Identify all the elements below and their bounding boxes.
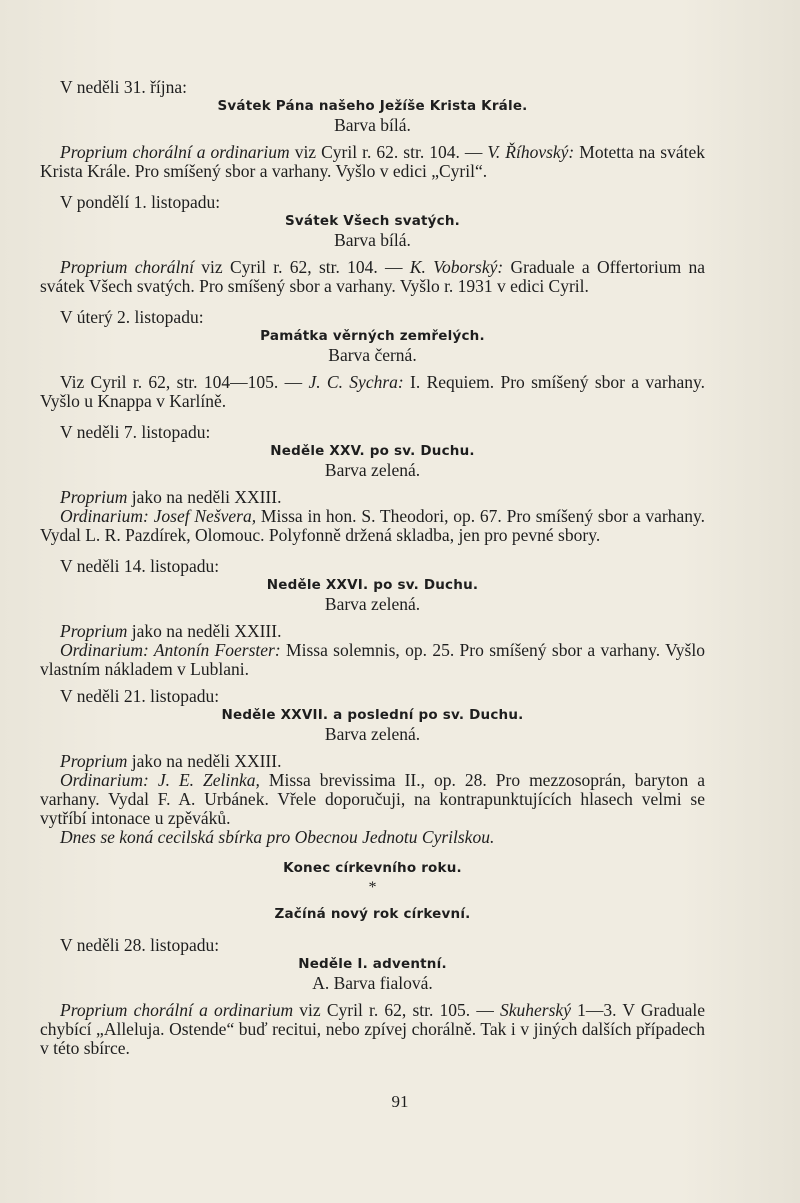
end-of-year-heading: Konec církevního roku. <box>283 860 462 876</box>
feast-title: Neděle XXVI. po sv. Duchu. <box>266 577 479 593</box>
entry-date: V neděli 14. listopadu: <box>60 556 220 576</box>
text-run: Graduale a Offertorium na svátek Všech svatých. Pro smíšený sbor a varhany. Vyšlo r. 1931 v edici Cyril. <box>40 257 706 296</box>
liturgical-color: Barva černá. <box>328 345 417 365</box>
text-run: viz Cyril r. 62, str. 104. — <box>194 257 410 277</box>
text-run: Missa in hon. S. Theodori, op. 67. Pro smíšený sbor a varhany. Vydal L. R. Pazdírek, Olomouc. Polyfonně držená skladba, jen pro pevné sbory. <box>40 506 705 545</box>
text-run: I. Requiem. Pro smíšený sbor a varhany. Vyšlo u Knappa v Karlíně. <box>40 372 705 411</box>
entry-text <box>40 373 705 411</box>
entry-text <box>40 1001 705 1058</box>
entry-text <box>40 258 705 296</box>
italic-term: Proprium chorální a ordinarium <box>60 142 290 162</box>
italic-term: Proprium chorální a ordinarium <box>60 1000 294 1020</box>
italic-term: Proprium <box>60 621 128 641</box>
text-run: viz Cyril r. 62, str. 105. — <box>293 1000 501 1020</box>
entry-date: V neděli 31. října: <box>60 77 188 97</box>
italic-term: Proprium <box>60 487 128 507</box>
entry-date: V neděli 21. listopadu: <box>60 686 220 706</box>
composer-name: J. C. Sychra: <box>308 372 404 392</box>
italic-term: Ordinarium: <box>60 506 149 526</box>
composer-name: Josef Nešvera, <box>148 506 257 526</box>
asterisk-divider: * <box>368 879 377 896</box>
proprium-line <box>40 752 705 771</box>
text-run: 1—3. V Graduale chybící „Alleluja. Ostende“ buď recitui, nebo zpívej chorálně. Tak i v jiných dalších případech v této sbírce. <box>40 1000 706 1058</box>
composer-name: Skuherský <box>500 1000 571 1020</box>
text-run: Missa solemnis, op. 25. Pro smíšený sbor a varhany. Vyšlo vlastním nákladem v Lublani. <box>40 640 705 679</box>
italic-term: Ordinarium: <box>60 640 149 660</box>
liturgical-color: Barva zelená. <box>324 594 421 614</box>
new-year-heading: Začíná nový rok církevní. <box>274 906 471 922</box>
entry-text <box>40 143 705 181</box>
ordinarium-line <box>40 507 705 545</box>
feast-title: Svátek Všech svatých. <box>284 213 460 229</box>
feast-title: Neděle XXVII. a poslední po sv. Duchu. <box>221 707 524 723</box>
composer-name: J. E. Zelinka, <box>148 770 260 790</box>
text-run: viz Cyril r. 62. str. 104. — <box>289 142 488 162</box>
text-run: jako na neděli XXIII. <box>127 487 282 507</box>
text-run: jako na neděli XXIII. <box>127 621 282 641</box>
collection-note: Dnes se koná cecilská sbírka pro Obecnou Jednotu Cyrilskou. <box>60 827 495 847</box>
liturgical-color: Barva zelená. <box>324 724 421 744</box>
text-run: Motetta na svátek Krista Krále. Pro smíšený sbor a varhany. Vyšlo v edici „Cyril“. <box>40 142 706 181</box>
entry-date: V neděli 28. listopadu: <box>60 935 220 955</box>
feast-title: Neděle I. adventní. <box>298 956 447 972</box>
ordinarium-line <box>40 771 705 828</box>
liturgical-color: Barva zelená. <box>324 460 421 480</box>
text-run: jako na neděli XXIII. <box>127 751 282 771</box>
composer-name: V. Říhovský: <box>487 142 575 162</box>
feast-title: Neděle XXV. po sv. Duchu. <box>270 443 475 459</box>
document-body <box>40 78 705 1058</box>
composer-name: Antonín Foerster: <box>148 640 281 660</box>
liturgical-color: A. Barva fialová. <box>312 973 433 993</box>
feast-title: Památka věrných zemřelých. <box>260 328 485 344</box>
composer-name: K. Voborský: <box>409 257 504 277</box>
entry-date: V úterý 2. listopadu: <box>60 307 204 327</box>
liturgical-color: Barva bílá. <box>334 115 411 135</box>
liturgical-color: Barva bílá. <box>334 230 411 250</box>
entry-date: V pondělí 1. listopadu: <box>60 192 221 212</box>
page-number: 91 <box>391 1092 409 1111</box>
proprium-line <box>40 622 705 641</box>
italic-term: Proprium <box>60 751 128 771</box>
ordinarium-line <box>40 641 705 679</box>
text-run: Viz Cyril r. 62, str. 104—105. — <box>60 372 309 392</box>
entry-date: V neděli 7. listopadu: <box>60 422 211 442</box>
italic-term: Ordinarium: <box>60 770 149 790</box>
text-run: Missa brevissima II., op. 28. Pro mezzosoprán, baryton a varhany. Vydal F. A. Urbánek. Vřele doporučuji, na kontrapunktujících hlasech velmi se vytříbí intonace u zpěváků. <box>40 770 706 828</box>
proprium-line <box>40 488 705 507</box>
italic-term: Proprium chorální <box>60 257 195 277</box>
feast-title: Svátek Pána našeho Ježíše Krista Krále. <box>217 98 528 114</box>
